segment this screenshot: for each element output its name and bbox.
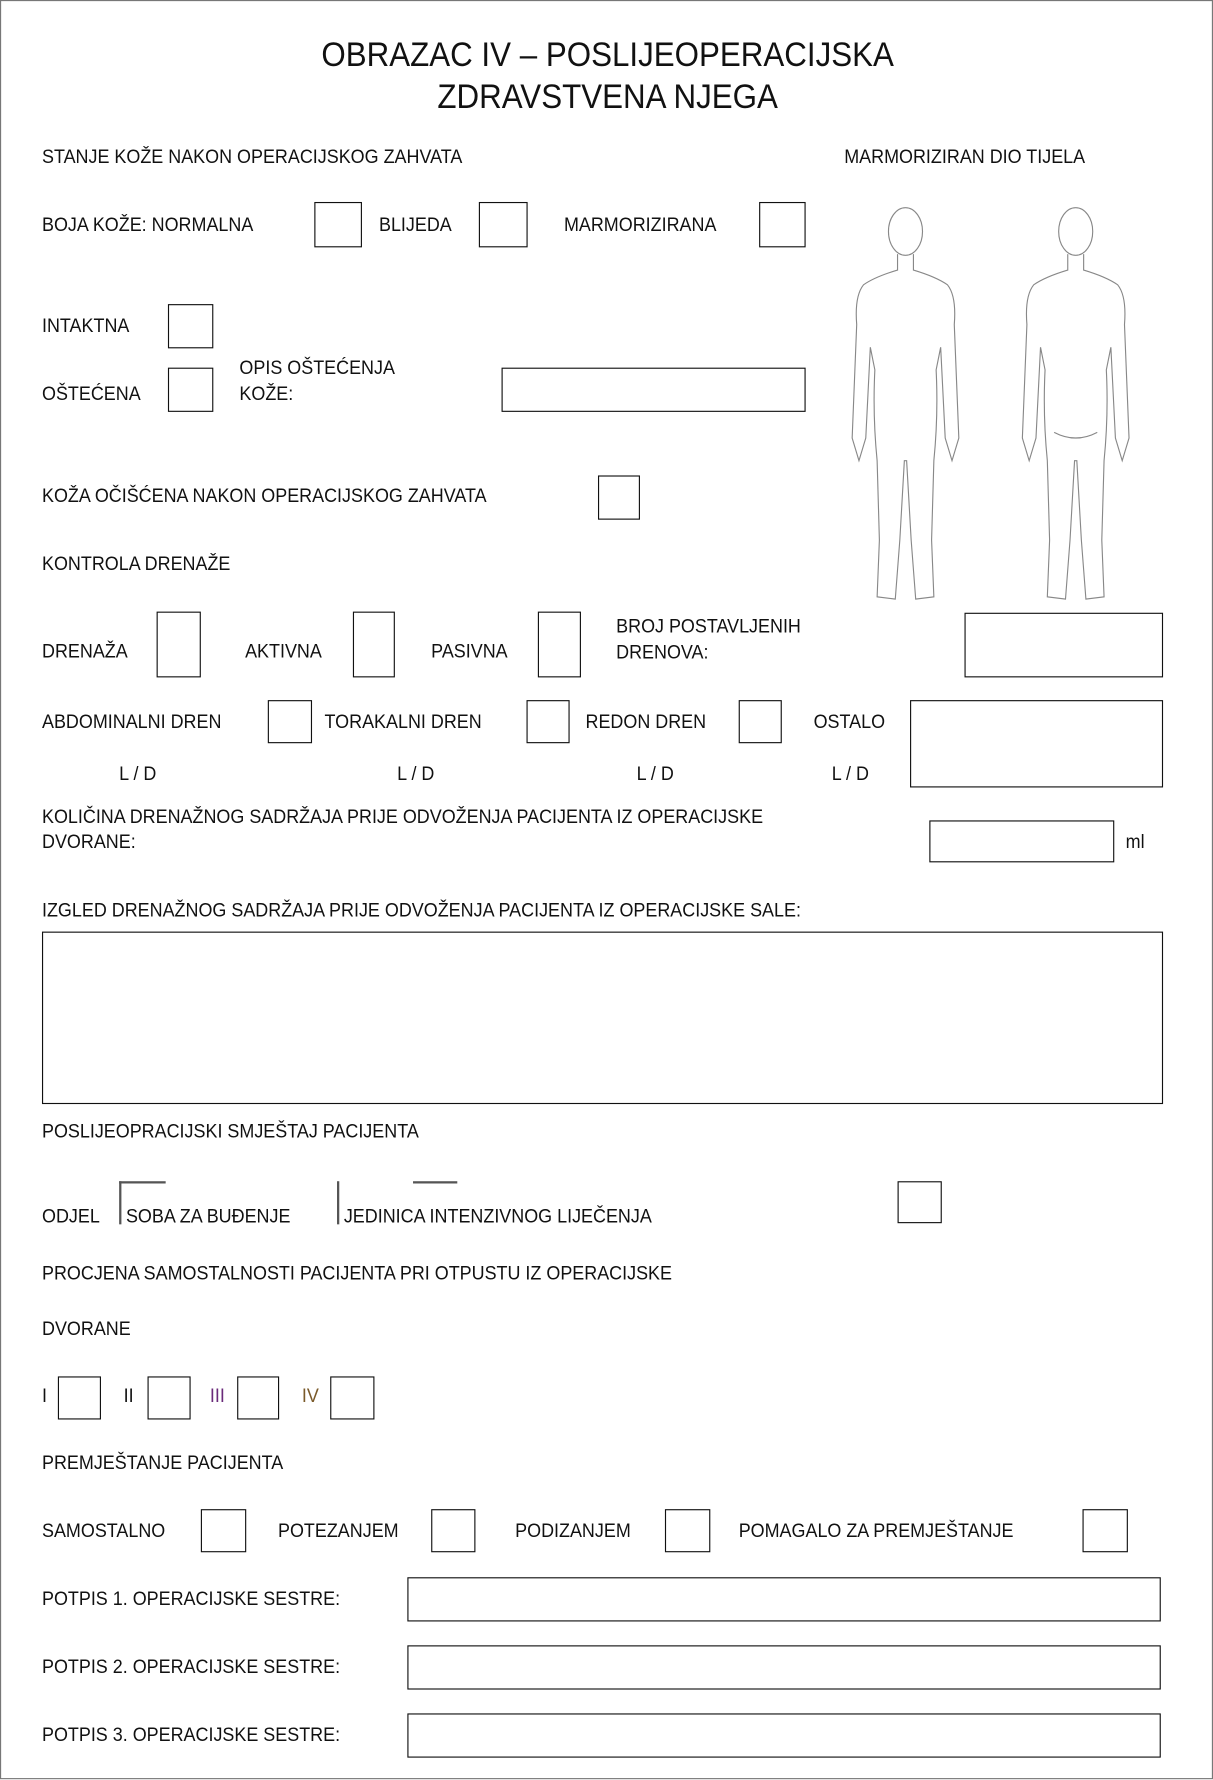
transfer-independent-checkbox[interactable] xyxy=(201,1509,246,1552)
skin-cleaned-checkbox[interactable] xyxy=(598,475,640,519)
level-iii-label: III xyxy=(209,1384,225,1407)
drainage-section-heading: KONTROLA DRENAŽE xyxy=(41,553,231,575)
other-drain-field[interactable] xyxy=(910,700,1163,787)
skin-marbled-label: MARMORIZIRANA xyxy=(563,213,717,236)
divider xyxy=(413,1181,457,1183)
independence-label-2: DVORANE xyxy=(41,1317,131,1340)
signature-3-field[interactable] xyxy=(407,1713,1160,1757)
placement-section-heading: POSLIJEOPRACIJSKI SMJEŠTAJ PACIJENTA xyxy=(41,1120,419,1143)
drain-count-label-2: DRENOVA: xyxy=(616,641,709,664)
transfer-pulling-checkbox[interactable] xyxy=(431,1509,475,1552)
skin-pale-label: BLIJEDA xyxy=(378,213,452,236)
signature-1-field[interactable] xyxy=(407,1577,1160,1621)
signature-3-label: POTPIS 3. OPERACIJSKE SESTRE: xyxy=(41,1724,341,1746)
active-drain-checkbox[interactable] xyxy=(353,612,395,678)
other-lr-label: L / D xyxy=(831,763,869,785)
passive-drain-label: PASIVNA xyxy=(431,640,508,663)
level-iii-checkbox[interactable] xyxy=(237,1376,279,1419)
level-iv-checkbox[interactable] xyxy=(330,1376,374,1419)
ml-unit-label: ml xyxy=(1125,831,1145,853)
skin-marbled-checkbox[interactable] xyxy=(759,202,806,247)
skin-section-heading: STANJE KOŽE NAKON OPERACIJSKOG ZAHVATA xyxy=(41,145,463,168)
form-title-line1: OBRAZAC IV – POSLIJEOPERACIJSKA xyxy=(321,36,894,74)
other-drain-label: OSTALO xyxy=(813,710,886,733)
level-iv-label: IV xyxy=(301,1384,319,1407)
recovery-room-label: SOBA ZA BUĐENJE xyxy=(125,1205,291,1228)
independence-label-1: PROCJENA SAMOSTALNOSTI PACIJENTA PRI OTPUSTU IZ OPERACIJSKE xyxy=(41,1262,672,1284)
drain-checkbox[interactable] xyxy=(157,612,201,678)
abdominal-lr-label: L / D xyxy=(119,763,157,785)
transfer-aid-checkbox[interactable] xyxy=(1083,1509,1128,1552)
transfer-pulling-label: POTEZANJEM xyxy=(278,1519,399,1542)
transfer-lifting-label: PODIZANJEM xyxy=(515,1519,631,1542)
body-map-label: MARMORIZIRAN DIO TIJELA xyxy=(844,145,1086,168)
skin-normal-checkbox[interactable] xyxy=(314,202,362,247)
transfer-lifting-checkbox[interactable] xyxy=(665,1509,710,1552)
front-body-figure xyxy=(852,208,959,599)
icu-label: JEDINICA INTENZIVNOG LIJEČENJA xyxy=(343,1205,652,1228)
level-ii-label: II xyxy=(123,1384,134,1407)
level-ii-checkbox[interactable] xyxy=(148,1376,191,1419)
abdominal-drain-checkbox[interactable] xyxy=(268,700,312,743)
transfer-aid-label: POMAGALO ZA PREMJEŠTANJE xyxy=(738,1519,1014,1542)
drain-amount-label-2: DVORANE: xyxy=(41,831,136,853)
skin-damaged-label: OŠTEĆENA xyxy=(41,382,141,405)
skin-intact-checkbox[interactable] xyxy=(168,304,213,348)
drain-amount-field[interactable] xyxy=(929,820,1114,862)
drain-count-label-1: BROJ POSTAVLJENIH xyxy=(616,615,801,638)
skin-pale-checkbox[interactable] xyxy=(479,202,528,247)
active-drain-label: AKTIVNA xyxy=(245,640,322,663)
signature-2-label: POTPIS 2. OPERACIJSKE SESTRE: xyxy=(41,1656,341,1678)
transfer-independent-label: SAMOSTALNO xyxy=(41,1519,166,1542)
thoracic-lr-label: L / D xyxy=(397,763,435,785)
damage-description-label-1: OPIS OŠTEĆENJA xyxy=(239,356,395,379)
skin-damaged-checkbox[interactable] xyxy=(168,368,213,412)
form-title-line2: ZDRAVSTVENA NJEGA xyxy=(437,78,778,116)
damage-description-field[interactable] xyxy=(502,368,806,412)
placement-checkbox[interactable] xyxy=(898,1181,942,1223)
signature-2-field[interactable] xyxy=(407,1645,1160,1689)
skin-color-normal-label: BOJA KOŽE: NORMALNA xyxy=(41,213,254,236)
ward-label: ODJEL xyxy=(41,1205,100,1228)
body-map-figures[interactable] xyxy=(841,200,1142,614)
thoracic-drain-checkbox[interactable] xyxy=(527,700,570,743)
signature-1-label: POTPIS 1. OPERACIJSKE SESTRE: xyxy=(41,1588,341,1610)
back-body-figure xyxy=(1022,208,1129,599)
divider xyxy=(119,1181,121,1224)
redon-drain-label: REDON DREN xyxy=(585,710,707,733)
level-i-label: I xyxy=(41,1384,47,1407)
passive-drain-checkbox[interactable] xyxy=(538,612,581,678)
redon-drain-checkbox[interactable] xyxy=(739,700,782,743)
drain-amount-label-1: KOLIČINA DRENAŽNOG SADRŽAJA PRIJE ODVOŽENJA PACIJENTA IZ OPERACIJSKE xyxy=(41,806,764,828)
drain-label: DRENAŽA xyxy=(41,640,128,663)
drain-count-field[interactable] xyxy=(964,613,1163,678)
skin-intact-label: INTAKTNA xyxy=(41,314,130,337)
transfer-section-heading: PREMJEŠTANJE PACIJENTA xyxy=(41,1451,284,1474)
divider xyxy=(119,1181,166,1183)
drain-appearance-label: IZGLED DRENAŽNOG SADRŽAJA PRIJE ODVOŽENJA PACIJENTA IZ OPERACIJSKE SALE: xyxy=(41,899,801,921)
thoracic-drain-label: TORAKALNI DREN xyxy=(324,710,482,733)
abdominal-drain-label: ABDOMINALNI DREN xyxy=(41,710,222,733)
skin-cleaned-label: KOŽA OČIŠĆENA NAKON OPERACIJSKOG ZAHVATA xyxy=(41,485,487,507)
drain-appearance-field[interactable] xyxy=(42,932,1163,1104)
level-i-checkbox[interactable] xyxy=(58,1376,101,1419)
divider xyxy=(337,1181,339,1224)
damage-description-label-2: KOŽE: xyxy=(239,382,294,405)
redon-lr-label: L / D xyxy=(636,763,674,785)
